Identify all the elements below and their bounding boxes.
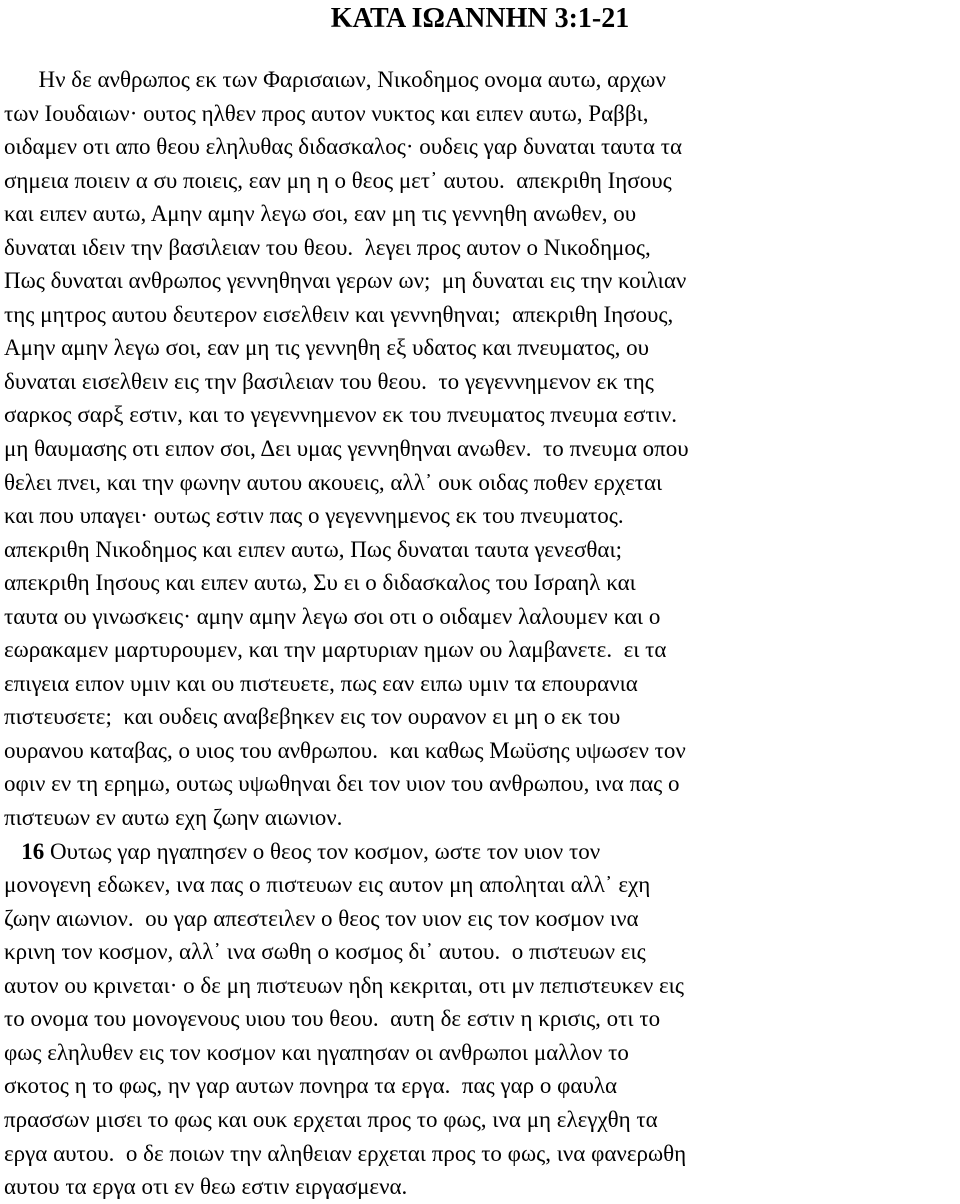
text-line: δυναται εισελθειν εις την βασιλειαν του θεου. το γεγεννημενον εκ της bbox=[4, 368, 654, 394]
text-line: ζωην αιωνιον. ου γαρ απεστειλεν ο θεος τον υιον εις τον κοσμον ινα bbox=[4, 905, 639, 931]
text-line: σημεια ποιειν α συ ποιεις, εαν μη η ο θεος μετ᾽ αυτου. απεκριθη Ιησους bbox=[4, 167, 672, 193]
text-line: το ονομα του μονογενους υιου του θεου. αυτη δε εστιν η κρισις, οτι το bbox=[4, 1006, 661, 1032]
text-line: πρασσων μισει το φως και ουκ ερχεται προς το φως, ινα μη ελεγχθη τα bbox=[4, 1106, 658, 1132]
text-line: απεκριθη Νικοδημος και ειπεν αυτω, Πως δυναται ταυτα γενεσθαι; bbox=[4, 536, 623, 562]
document-title: ΚΑΤΑ ΙΩΑΝΝΗΝ 3:1-21 bbox=[330, 3, 630, 34]
text-line bbox=[4, 835, 960, 869]
text-line: σκοτος η το φως, ην γαρ αυτων πονηρα τα εργα. πας γαρ ο φαυλα bbox=[4, 1073, 618, 1099]
text-line: μη θαυμασης οτι ειπον σοι, Δει υμας γεννηθηναι ανωθεν. το πνευμα οπου bbox=[4, 436, 689, 462]
text-line: δυναται ιδειν την βασιλειαν του θεου. λεγει προς αυτον ο Νικοδημος, bbox=[4, 234, 651, 260]
text-line: εωρακαμεν μαρτυρουμεν, και την μαρτυριαν ημων ου λαμβανετε. ει τα bbox=[4, 637, 667, 663]
text-line: Ην δε ανθρωπος εκ των Φαρισαιων, Νικοδημος ονομα αυτω, αρχων bbox=[4, 67, 666, 92]
text-line: θελει πνει, και την φωνην αυτου ακουεις, αλλ᾽ ουκ οιδας ποθεν ερχεται bbox=[4, 469, 663, 495]
text-line: οφιν εν τη ερημω, ουτως υψωθηναι δει τον υιον του ανθρωπου, ινα πας ο bbox=[4, 771, 680, 797]
text-line: αυτον ου κρινεται· ο δε μη πιστευων ηδη κεκριται, οτι μν πεπιστευκεν εις bbox=[4, 972, 684, 998]
text-line: φως εληλυθεν εις τον κοσμον και ηγαπησαν οι ανθρωποι μαλλον το bbox=[4, 1039, 629, 1065]
text-line: πιστευων εν αυτω εχη ζωην αιωνιον. bbox=[4, 805, 343, 831]
text-line: Αμην αμην λεγω σοι, εαν μη τις γεννηθη εξ υδατος και πνευματος, ου bbox=[4, 335, 650, 361]
text-line-content: Ουτως γαρ ηγαπησεν ο θεος τον κοσμον, ωστε τον υιον τον bbox=[44, 838, 601, 864]
text-line: της μητρος αυτου δευτερον εισελθειν και γεννηθηναι; απεκριθη Ιησους, bbox=[4, 301, 674, 327]
verse-number: 16 bbox=[21, 838, 45, 864]
text-line: ταυτα ου γινωσκεις· αμην αμην λεγω σοι οτι ο οιδαμεν λαλουμεν και ο bbox=[4, 603, 661, 629]
text-line: ουρανου καταβας, ο υιος του ανθρωπου. και καθως Μωϋσης υψωσεν τον bbox=[4, 737, 686, 763]
text-line: σαρκος σαρξ εστιν, και το γεγεννημενον εκ του πνευματος πνευμα εστιν. bbox=[4, 402, 678, 428]
passage-text bbox=[4, 63, 960, 1204]
text-line: αυτου τα εργα οτι εν θεω εστιν ειργασμενα. bbox=[4, 1174, 408, 1200]
text-line: και ειπεν αυτω, Αμην αμην λεγω σοι, εαν μη τις γεννηθη ανωθεν, ου bbox=[4, 201, 637, 227]
text-line: πιστευσετε; και ουδεις αναβεβηκεν εις τον ουρανον ει μη ο εκ του bbox=[4, 704, 621, 730]
text-line: Πως δυναται ανθρωπος γεννηθηναι γερων ων; μη δυναται εις την κοιλιαν bbox=[4, 268, 687, 294]
text-line: επιγεια ειπον υμιν και ου πιστευετε, πως εαν ειπω υμιν τα επουρανια bbox=[4, 670, 638, 696]
text-line: κρινη τον κοσμον, αλλ᾽ ινα σωθη ο κοσμος δι᾽ αυτου. ο πιστευων εις bbox=[4, 939, 646, 965]
text-line: και που υπαγει· ουτως εστιν πας ο γεγεννημενος εκ του πνευματος. bbox=[4, 503, 624, 529]
text-line: μονογενη εδωκεν, ινα πας ο πιστευων εις αυτον μη αποληται αλλ᾽ εχη bbox=[4, 872, 651, 898]
text-line: των Ιουδαιων· ουτος ηλθεν προς αυτον νυκτος και ειπεν αυτω, Ραββι, bbox=[4, 100, 649, 126]
text-line: εργα αυτου. ο δε ποιων την αληθειαν ερχεται προς το φως, ινα φανερωθη bbox=[4, 1140, 687, 1166]
text-line: απεκριθη Ιησους και ειπεν αυτω, Συ ει ο διδασκαλος του Ισραηλ και bbox=[4, 570, 636, 596]
text-line: οιδαμεν οτι απο θεου εληλυθας διδασκαλος· ουδεις γαρ δυναται ταυτα τα bbox=[4, 134, 683, 160]
